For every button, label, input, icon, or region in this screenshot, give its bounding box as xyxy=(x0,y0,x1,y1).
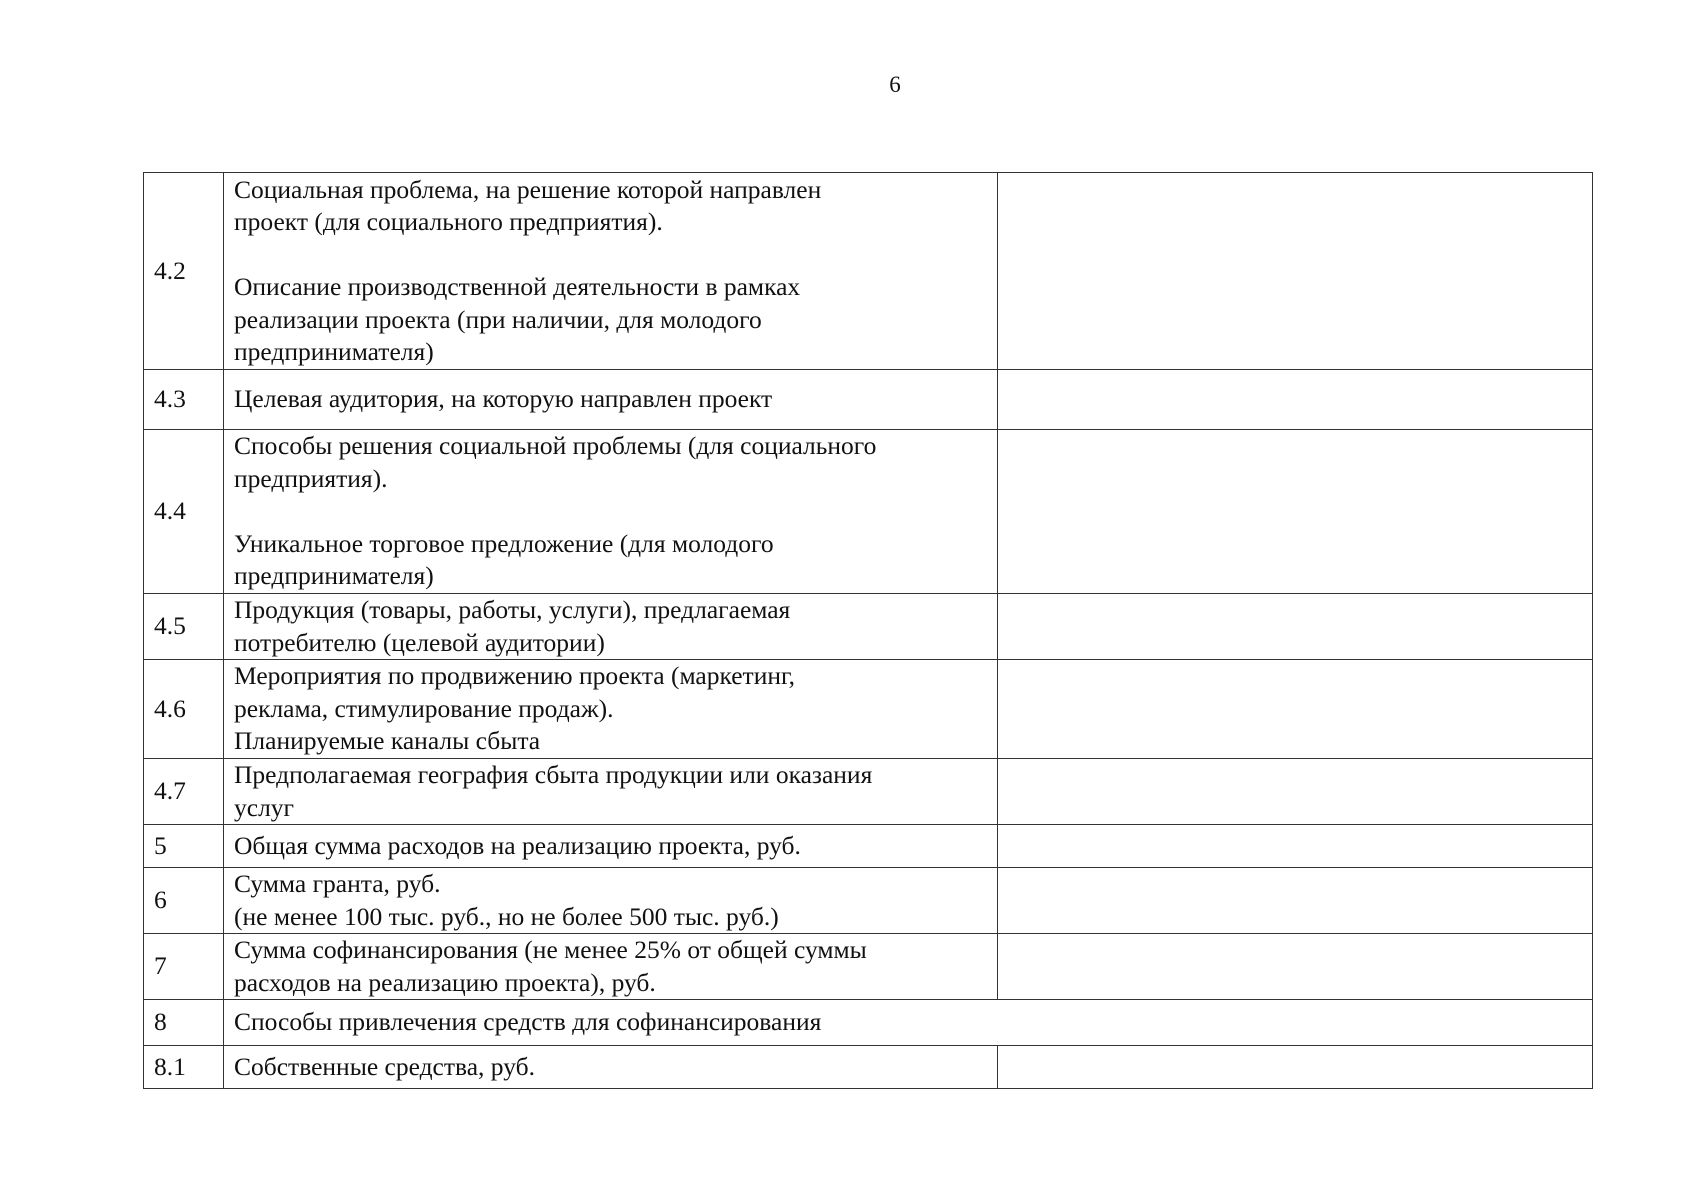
row-number: 4.2 xyxy=(144,173,224,370)
table-row xyxy=(144,934,1593,1000)
answer-cell[interactable] xyxy=(998,868,1593,934)
row-description xyxy=(224,868,998,934)
description-line: Способы решения социальной проблемы (для социального xyxy=(234,431,877,461)
table-row xyxy=(144,825,1593,868)
row-description xyxy=(224,660,998,759)
answer-cell[interactable] xyxy=(998,430,1593,594)
row-description xyxy=(224,370,998,430)
description-line: предпринимателя) xyxy=(234,561,434,591)
description-line: реклама, стимулирование продаж). xyxy=(234,693,614,723)
row-description xyxy=(224,173,998,370)
row-number: 8 xyxy=(144,1000,224,1046)
table-row xyxy=(144,370,1593,430)
answer-cell[interactable] xyxy=(998,1046,1593,1089)
answer-cell[interactable] xyxy=(998,660,1593,759)
answer-cell[interactable] xyxy=(998,173,1593,370)
description-line: Общая сумма расходов на реализацию проекта, руб. xyxy=(234,830,801,860)
row-description xyxy=(224,594,998,660)
description-line: Сумма софинансирования (не менее 25% от общей суммы xyxy=(234,935,867,964)
table-row xyxy=(144,594,1593,660)
answer-cell[interactable] xyxy=(998,825,1593,868)
row-number: 8.1 xyxy=(144,1046,224,1089)
description-line: Уникальное торговое предложение (для молодого xyxy=(234,528,774,558)
description-line: Сумма гранта, руб. xyxy=(234,869,441,898)
table-row xyxy=(144,1000,1593,1046)
row-number: 4.4 xyxy=(144,430,224,594)
table-row xyxy=(144,173,1593,370)
row-description xyxy=(224,759,998,825)
application-form-table xyxy=(143,172,1593,1089)
table-row xyxy=(144,1046,1593,1089)
row-number: 4.7 xyxy=(144,759,224,825)
answer-cell[interactable] xyxy=(998,759,1593,825)
row-description xyxy=(224,825,998,868)
description-line: услуг xyxy=(234,792,295,822)
description-line: Продукция (товары, работы, услуги), предлагаемая xyxy=(234,595,791,624)
description-line: Целевая аудитория, на которую направлен проект xyxy=(234,384,773,414)
description-line: Описание производственной деятельности в рамках xyxy=(234,272,801,301)
description-line: Предполагаемая география сбыта продукции или оказания xyxy=(234,760,873,789)
description-line: проект (для социального предприятия). xyxy=(234,207,663,236)
table-row xyxy=(144,759,1593,825)
row-description xyxy=(224,934,998,1000)
description-line: Собственные средства, руб. xyxy=(234,1051,535,1081)
row-number: 5 xyxy=(144,825,224,868)
row-number: 7 xyxy=(144,934,224,1000)
row-number: 6 xyxy=(144,868,224,934)
table-row xyxy=(144,430,1593,594)
description-line: Планируемые каналы сбыта xyxy=(234,726,541,756)
answer-cell[interactable] xyxy=(998,594,1593,660)
description-line: предприятия). xyxy=(234,463,388,493)
description-line: реализации проекта (при наличии, для молодого xyxy=(234,304,762,334)
row-number: 4.3 xyxy=(144,370,224,430)
description-line: предпринимателя) xyxy=(234,337,434,366)
table-row xyxy=(144,660,1593,759)
description-line: Способы привлечения средств для софинансирования xyxy=(234,1007,822,1037)
row-number: 4.5 xyxy=(144,594,224,660)
description-line: потребителю (целевой аудитории) xyxy=(234,627,605,657)
description-line: расходов на реализацию проекта), руб. xyxy=(234,967,656,997)
page-number: 6 xyxy=(889,72,901,97)
description-line: Мероприятия по продвижению проекта (маркетинг, xyxy=(234,661,795,691)
row-description xyxy=(224,1046,998,1089)
row-number: 4.6 xyxy=(144,660,224,759)
table-row xyxy=(144,868,1593,934)
row-description xyxy=(224,430,998,594)
row-description xyxy=(224,1000,1593,1046)
description-line: (не менее 100 тыс. руб., но не более 500 тыс. руб.) xyxy=(234,901,779,931)
description-line: Социальная проблема, на решение которой направлен xyxy=(234,174,822,204)
answer-cell[interactable] xyxy=(998,370,1593,430)
answer-cell[interactable] xyxy=(998,934,1593,1000)
